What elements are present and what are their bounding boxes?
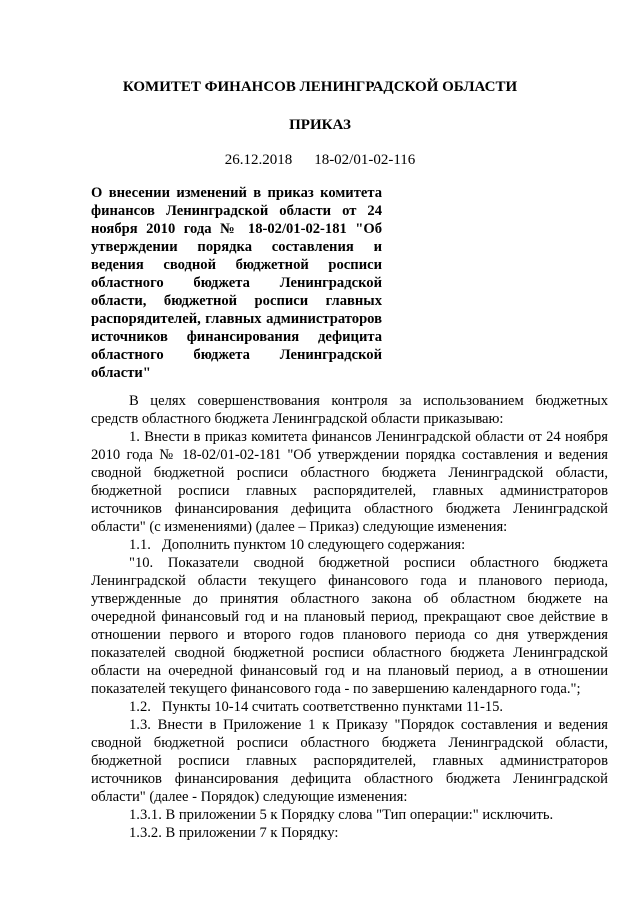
document-number: 18-02/01-02-116 [314,152,416,168]
paragraph-intro: В целях совершенствования контроля за использованием бюджетных средств областного бюджета Ленинградской области приказываю: [91,393,608,427]
paragraph-1: 1. Внести в приказ комитета финансов Ленинградской области от 24 ноября 2010 года № 18-02/01-02-181 "Об утверждении порядка составления и ведения сводной бюджетной росписи областного бюджета Ленинградской области, бюджетной росписи главных распорядителей, главных администраторов источников финансирования дефицита областного бюджета Ленинградской области" (с изменениями) (далее – Приказ) следующие изменения: [91,429,608,535]
document-subject: О внесении изменений в приказ комитета финансов Ленинградской области от 24 ноября 2010 года № 18-02/01-02-181 "Об утверждении порядка составления и ведения сводной бюджетной росписи областного бюджета Ленинградской области, бюджетной росписи главных распорядителей, главных администраторов источников финансирования дефицита областного бюджета Ленинградской области" [91,185,382,381]
paragraph-1-1: 1.1. Дополнить пунктом 10 следующего содержания: [129,537,466,553]
paragraph-1-2: 1.2. Пункты 10-14 считать соответственно пунктами 11-15. [129,699,504,715]
document-date: 26.12.2018 [224,152,293,168]
paragraph-1-3-1: 1.3.1. В приложении 5 к Порядку слова "Тип операции:" исключить. [129,807,554,823]
paragraph-1-3-2: 1.3.2. В приложении 7 к Порядку: [129,825,339,841]
committee-title: КОМИТЕТ ФИНАНСОВ ЛЕНИНГРАДСКОЙ ОБЛАСТИ [122,79,518,95]
document-type: ПРИКАЗ [289,117,351,133]
paragraph-10-quote: "10. Показатели сводной бюджетной росписи областного бюджета Ленинградской области текущего финансового года и планового периода, утвержденные до принятия областного закона об областном бюджете на очередной финансовый год и на плановый период, прекращают свое действие в отношении первого и второго годов планового периода со дня утверждения показателей сводной бюджетной росписи областного бюджета Ленинградской области на очередной финансовый год и на плановый период, а в отношении показателей текущего финансового года - по завершению календарного года."; [91,555,608,697]
document-date-number [0,151,640,169]
paragraph-1-3: 1.3. Внести в Приложение 1 к Приказу "Порядок составления и ведения сводной бюджетной росписи областного бюджета Ленинградской области, бюджетной росписи главных распорядителей, главных администраторов источников финансирования дефицита областного бюджета Ленинградской области" (далее - Порядок) следующие изменения: [91,717,608,805]
document-body [91,392,608,842]
